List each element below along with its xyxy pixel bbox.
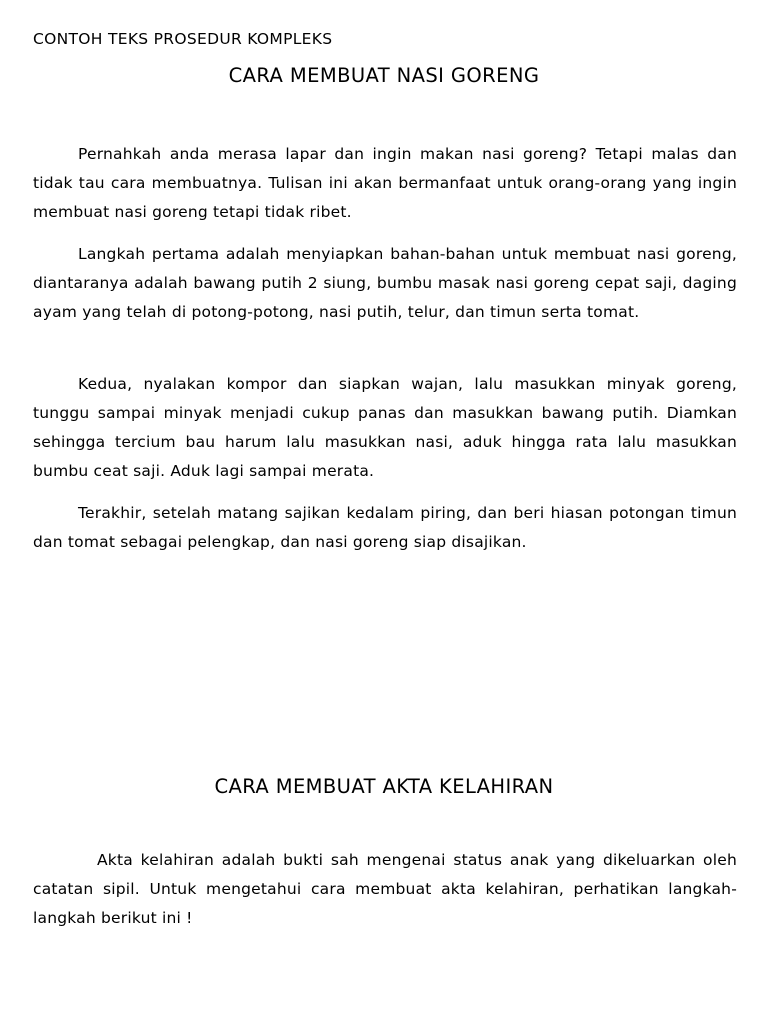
section-title-nasi-goreng: CARA MEMBUAT NASI GORENG [228,64,540,87]
section-title-akta-kelahiran: CARA MEMBUAT AKTA KELAHIRAN [214,775,554,798]
paragraph-intro: Pernahkah anda merasa lapar dan ingin makan nasi goreng? Tetapi malas dan tidak tau cara membuatnya. Tulisan ini akan bermanfaat untuk orang-orang yang ingin membuat nasi goreng tetapi tidak ribet. [33,145,737,221]
paragraph-step-2: Kedua, nyalakan kompor dan siapkan wajan, lalu masukkan minyak goreng, tunggu sampai minyak menjadi cukup panas dan masukkan bawang putih. Diamkan sehingga tercium bau harum lalu masukkan nasi, aduk hingga rata lalu masukkan bumbu ceat saji. Aduk lagi sampai merata. [33,375,737,480]
paragraph-akta-intro: Akta kelahiran adalah bukti sah mengenai status anak yang dikeluarkan oleh catatan sipil. Untuk mengetahui cara membuat akta kelahiran, perhatikan langkah-langkah berikut ini ! [33,851,737,927]
document-label: CONTOH TEKS PROSEDUR KOMPLEKS [33,30,333,48]
paragraph-step-final: Terakhir, setelah matang sajikan kedalam piring, dan beri hiasan potongan timun dan tomat sebagai pelengkap, dan nasi goreng siap disajikan. [33,504,737,551]
paragraph-step-1: Langkah pertama adalah menyiapkan bahan-bahan untuk membuat nasi goreng, diantaranya adalah bawang putih 2 siung, bumbu masak nasi goreng cepat saji, daging ayam yang telah di potong-potong, nasi putih, telur, dan timun serta tomat. [33,245,737,321]
